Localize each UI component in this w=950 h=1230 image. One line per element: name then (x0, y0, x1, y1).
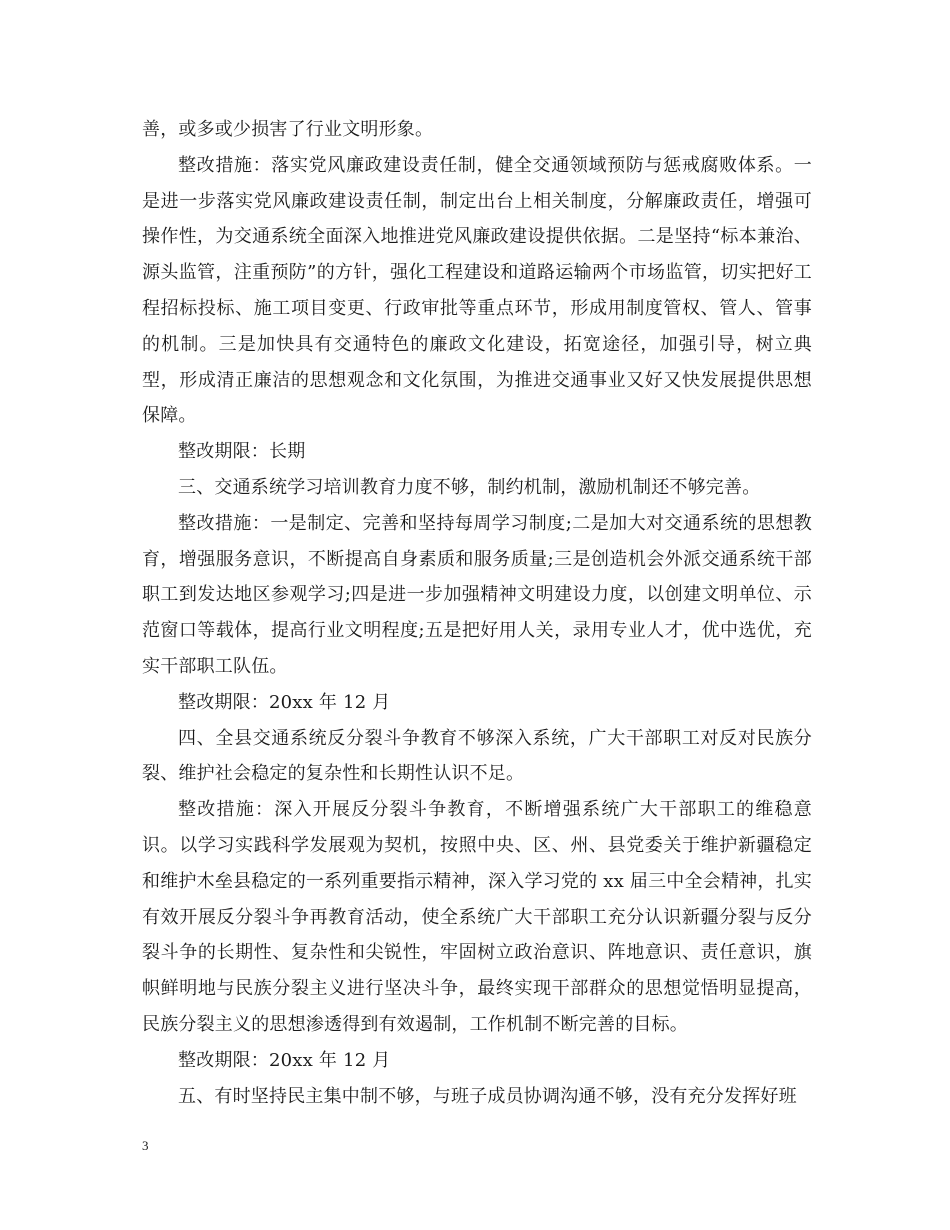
paragraph-deadline-4: 整改期限：20xx 年 12 月 (178, 1049, 391, 1071)
paragraph-issue-5: 五、有时坚持民主集中制不够，与班子成员协调沟通不够，没有充分发挥好班 (178, 1085, 797, 1107)
paragraph-deadline-3: 整改期限：20xx 年 12 月 (178, 691, 391, 713)
paragraph-issue-4: 四、全县交通系统反分裂斗争教育不够深入系统，广大干部职工对反对民族分裂、维护社会稳定的复杂性和长期性认识不足。 (142, 727, 812, 785)
document-body (142, 112, 812, 1114)
paragraph-rectification-measures-3: 整改措施：一是制定、完善和坚持每周学习制度;二是加大对交通系统的思想教育，增强服务意识，不断提高自身素质和服务质量;三是创造机会外派交通系统干部职工到发达地区参观学习;四是进一步加强精神文明建设力度，以创建文明单位、示范窗口等载体，提高行业文明程度;五是把好用人关，录用专业人才，优中选优，充实干部职工队伍。 (142, 512, 812, 677)
paragraph-rectification-measures-1: 整改措施：落实党风廉政建设责任制，健全交通领域预防与惩戒腐败体系。一是进一步落实党风廉政建设责任制，制定出台上相关制度，分解廉政责任，增强可操作性，为交通系统全面深入地推进党风廉政建设提供依据。二是坚持“标本兼治、源头监管，注重预防”的方针，强化工程建设和道路运输两个市场监管，切实把好工程招标投标、施工项目变更、行政审批等重点环节，形成用制度管权、管人、管事的机制。三是加快具有交通特色的廉政文化建设，拓宽途径，加强引导，树立典型，形成清正廉洁的思想观念和文化氛围，为推进交通事业又好又快发展提供思想保障。 (142, 154, 812, 427)
paragraph-issue-3: 三、交通系统学习培训教育力度不够，制约机制，激励机制还不够完善。 (178, 476, 761, 498)
paragraph-continuation: 善，或多或少损害了行业文明形象。 (142, 119, 434, 140)
page-number: 3 (142, 1138, 149, 1153)
paragraph-deadline-1: 整改期限：长期 (178, 441, 306, 463)
paragraph-rectification-measures-4: 整改措施：深入开展反分裂斗争教育，不断增强系统广大干部职工的维稳意识。以学习实践科学发展观为契机，按照中央、区、州、县党委关于维护新疆稳定和维护木垒县稳定的一系列重要指示精神，深入学习党的 xx 届三中全会精神，扎实有效开展反分裂斗争再教育活动，使全系统广大干部职工充分认识新疆分裂与反分裂斗争的长期性、复杂性和尖锐性，牢固树立政治意识、阵地意识、责任意识，旗帜鲜明地与民族分裂主义进行坚决斗争，最终实现干部群众的思想觉悟明显提高，民族分裂主义的思想渗透得到有效遏制，工作机制不断完善的目标。 (142, 799, 812, 1035)
